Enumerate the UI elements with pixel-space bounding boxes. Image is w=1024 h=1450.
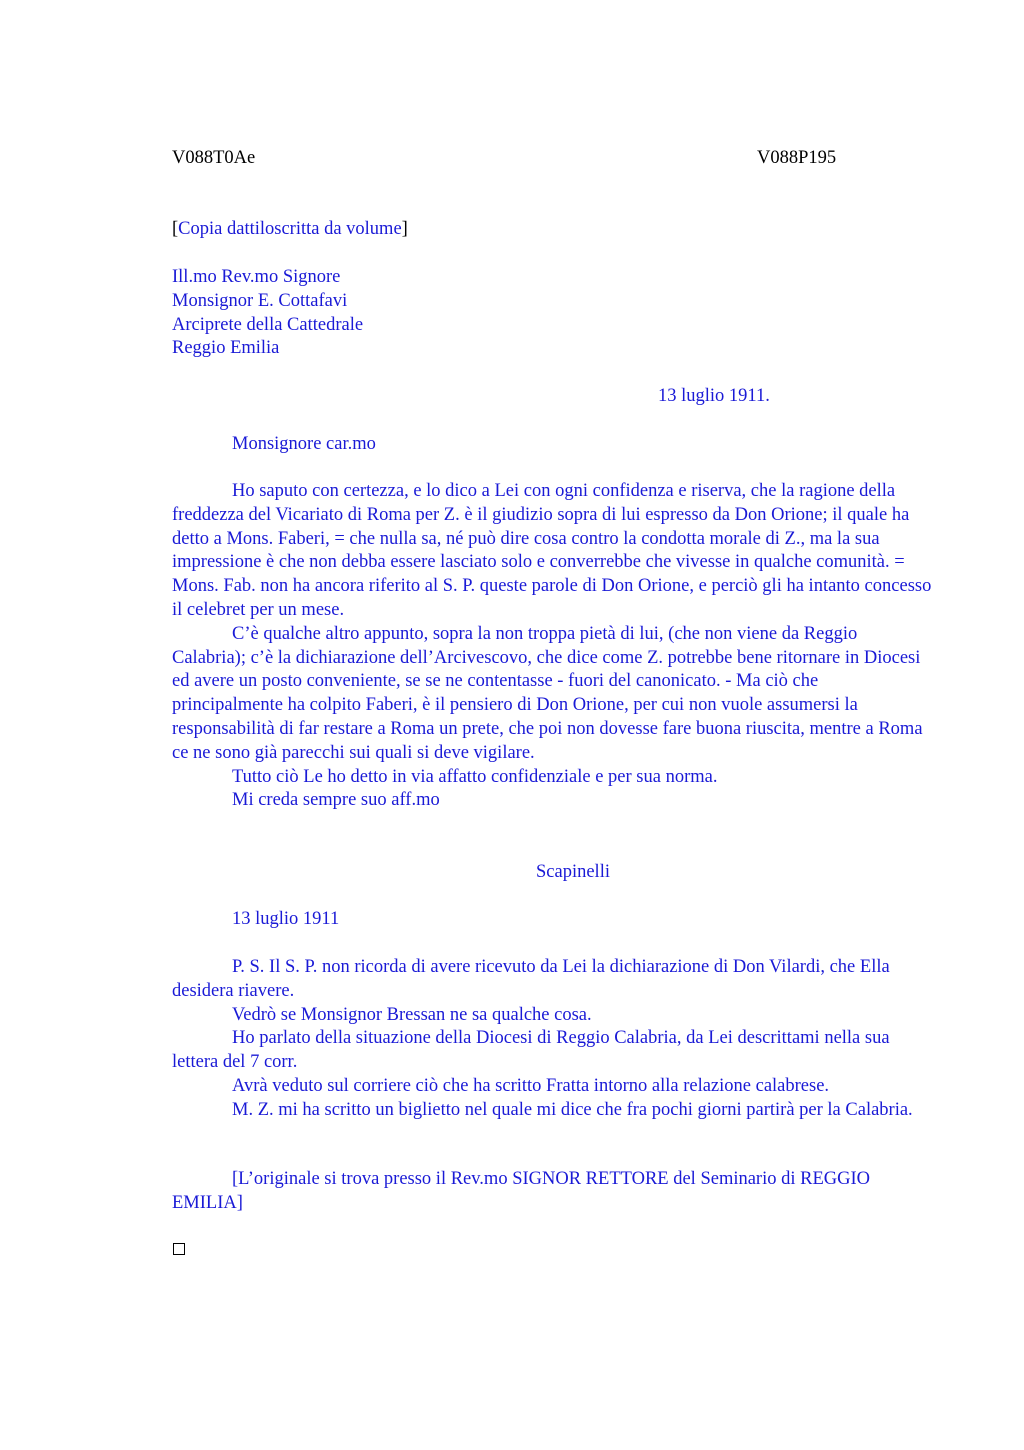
original-location-note <box>172 1168 932 1216</box>
recipient-address <box>172 266 932 361</box>
address-line: Arciprete della Cattedrale <box>172 314 364 335</box>
body-paragraph: C’è qualche altro appunto, sopra la non troppa pietà di lui, (che non viene da Reggio Calabria); c’è la dichiarazione dell’Arcivescovo, che dice come Z. potrebbe bene ritornare in Diocesi ed avere un posto conveniente, se se ne contentasse - fuori del canonicato. - Ma ciò che principalmente ha colpito Faberi, è il pensiero di Don Orione, per cui non vuole assumersi la responsabilità di far restare a Roma un prete, che poi non dovesse fare buona riuscita, mentre a Roma ce ne sono già parecchi sui quali si deve vigilare. <box>172 623 923 763</box>
body-paragraph: Tutto ciò Le ho detto in via affatto confidenziale e per sua norma. <box>232 766 718 787</box>
document-code-right: V088P195 <box>757 148 837 168</box>
address-line: Reggio Emilia <box>172 338 280 359</box>
address-line: Ill.mo Rev.mo Signore <box>172 267 341 287</box>
address-line: Monsignor E. Cottafavi <box>172 290 348 311</box>
postscript-paragraph: M. Z. mi ha scritto un biglietto nel quale mi dice che fra pochi giorni partirà per la Calabria. <box>232 1099 913 1120</box>
signature: Scapinelli <box>536 862 610 882</box>
postscript-paragraph: Ho parlato della situazione della Diocesi di Reggio Calabria, da Lei descrittami nella sua lettera del 7 corr. <box>172 1028 890 1073</box>
postscript <box>172 956 932 1123</box>
letter-date: 13 luglio 1911. <box>658 386 770 406</box>
postscript-paragraph: Avrà veduto sul corriere ciò che ha scritto Fratta intorno alla relazione calabrese. <box>232 1075 830 1096</box>
copy-note-open-bracket: [ <box>172 219 179 239</box>
copy-note-text: Copia dattiloscritta da volume <box>178 219 402 239</box>
postscript-date: 13 luglio 1911 <box>232 909 340 929</box>
salutation: Monsignore car.mo <box>232 434 376 454</box>
document-code-left: V088T0Ae <box>172 148 256 168</box>
square-outline-icon <box>173 1243 185 1255</box>
copy-note-close-bracket: ] <box>401 219 408 239</box>
body-paragraph: Ho saputo con certezza, e lo dico a Lei con ogni confidenza e riserva, che la ragione della freddezza del Vicariato di Roma per Z. è il giudizio sopra di lui espresso da Don Orione; il quale ha detto a Mons. Faberi, = che nulla sa, né può dire cosa contro la condotta morale di Z., ma la sua impressione è che non debba essere lasciato solo e converrebbe che vivesse in qualche comunità. = Mons. Fab. non ha ancora riferito al S. P. queste parole di Don Orione, e perciò gli ha intanto concesso il celebret per un mese. <box>172 481 932 620</box>
copy-note <box>172 218 408 242</box>
postscript-paragraph: Vedrò se Monsignor Bressan ne sa qualche cosa. <box>232 1004 592 1025</box>
postscript-paragraph: P. S. Il S. P. non ricorda di avere ricevuto da Lei la dichiarazione di Don Vilardi, che Ella desidera riavere. <box>172 957 890 1001</box>
body-paragraph: Mi creda sempre suo aff.mo <box>232 790 440 811</box>
original-note-text: [L’originale si trova presso il Rev.mo SIGNOR RETTORE del Seminario di REGGIO EMILIA] <box>172 1169 871 1213</box>
letter-body <box>172 480 932 813</box>
